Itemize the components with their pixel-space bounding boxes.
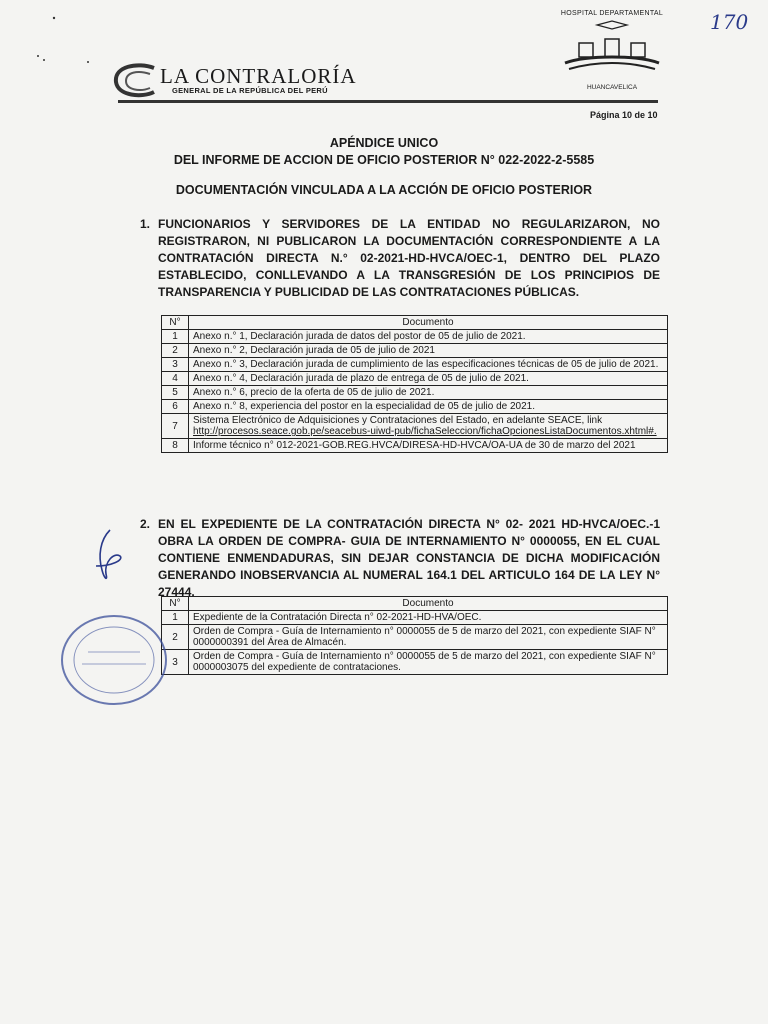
row-number: 3 [162, 358, 189, 372]
org-name: LA CONTRALORÍA [160, 64, 357, 88]
row-number: 7 [162, 414, 189, 439]
section-2-text: EN EL EXPEDIENTE DE LA CONTRATACIÓN DIRECTA N° 02- 2021 HD-HVCA/OEC.-1 OBRA LA ORDEN DE COMPRA- GUIA DE INTERNAMIENTO N° 0000055, EN EL CUAL CONTIENE ENMENDADURAS, SIN DEJAR CONSTANCIA DE DICHA MODIFICACIÓN GENERANDO INOBSERVANCIA AL NUMERAL 164.1 DEL ARTICULO 164 DE LA LEY N° 27444. [158, 517, 660, 599]
row-document: Anexo n.° 6, precio de la oferta de 05 de julio de 2021. [189, 386, 668, 400]
table-header-row [162, 316, 668, 330]
row-document: Anexo n.° 4, Declaración jurada de plazo de entrega de 05 de julio de 2021. [189, 372, 668, 386]
row-document [189, 414, 668, 439]
row-document-text: Sistema Electrónico de Adquisiciones y Contrataciones del Estado, en adelante SEACE, link [193, 415, 603, 426]
hospital-name: HOSPITAL DEPARTAMENTAL [560, 10, 664, 17]
row-document: Anexo n.° 1, Declaración jurada de datos del postor de 05 de julio de 2021. [189, 330, 668, 344]
table-row [162, 625, 668, 650]
column-header-number: N° [162, 316, 189, 330]
seace-link[interactable]: http://procesos.seace.gob.pe/seacebus-uiwd-pub/fichaSeleccion/fichaOpcionesListaDocumentos.xhtml#. [193, 426, 657, 437]
row-number: 2 [162, 625, 189, 650]
row-number: 1 [162, 611, 189, 625]
scan-marks [30, 14, 100, 64]
row-document: Expediente de la Contratación Directa n° 02-2021-HD-HVA/OEC. [189, 611, 668, 625]
official-stamp-icon [58, 612, 170, 708]
table-header-row [162, 597, 668, 611]
table-row [162, 414, 668, 439]
column-header-document: Documento [189, 597, 668, 611]
row-number: 4 [162, 372, 189, 386]
table-row [162, 439, 668, 453]
row-number: 1 [162, 330, 189, 344]
row-number: 5 [162, 386, 189, 400]
table-row [162, 372, 668, 386]
row-document: Orden de Compra - Guía de Internamiento n° 0000055 de 5 de marzo del 2021, con expediente SIAF N° 0000003075 del expediente de contrataciones. [189, 650, 668, 675]
handwritten-signature-icon [90, 526, 126, 584]
handwritten-folio-number: 170 [710, 10, 749, 34]
column-header-document: Documento [189, 316, 668, 330]
table-row [162, 400, 668, 414]
page-number: Página 10 de 10 [590, 110, 658, 120]
row-number: 3 [162, 650, 189, 675]
table-row [162, 358, 668, 372]
appendix-title: APÉNDICE UNICO [329, 136, 439, 150]
column-header-number: N° [162, 597, 189, 611]
table-row [162, 650, 668, 675]
section-1-table [161, 315, 668, 453]
row-document: Anexo n.° 2, Declaración jurada de 05 de julio de 2021 [189, 344, 668, 358]
report-title: DEL INFORME DE ACCION DE OFICIO POSTERIOR N° 022-2022-2-5585 [173, 153, 595, 167]
section-1 [140, 216, 660, 301]
section-2-table [161, 596, 668, 675]
row-document: Orden de Compra - Guía de Internamiento n° 0000055 de 5 de marzo del 2021, con expediente SIAF N° 0000000391 del Área de Almacén. [189, 625, 668, 650]
row-number: 8 [162, 439, 189, 453]
table-row [162, 344, 668, 358]
header-rule [118, 100, 658, 103]
row-number: 2 [162, 344, 189, 358]
section-2 [140, 516, 660, 601]
section-1-text: FUNCIONARIOS Y SERVIDORES DE LA ENTIDAD NO REGULARIZARON, NO REGISTRARON, NI PUBLICARON LA DOCUMENTACIÓN CORRESPONDIENTE A LA CONTRATACIÓN DIRECTA N.° 02-2021-HD-HVCA/OEC-1, DENTRO DEL PLAZO ESTABLECIDO, CONLLEVANDO A LA TRANSGRESIÓN DE LOS PRINCIPIOS DE TRANSPARENCIA Y PUBLICIDAD DE LAS CONTRATACIONES PÚBLICAS. [158, 217, 660, 299]
row-number: 6 [162, 400, 189, 414]
documentation-title: DOCUMENTACIÓN VINCULADA A LA ACCIÓN DE OFICIO POSTERIOR [175, 183, 593, 197]
hospital-city: HUANCAVELICA [586, 84, 638, 91]
hospital-emblem-icon [557, 17, 667, 77]
row-document: Informe técnico n° 012-2021-GOB.REG.HVCA/DIRESA-HD-HVCA/OA-UA de 30 de marzo del 2021 [189, 439, 668, 453]
row-document: Anexo n.° 3, Declaración jurada de cumplimiento de las especificaciones técnicas de 05 de julio de 2021. [189, 358, 668, 372]
contraloria-logo-icon [108, 62, 158, 100]
hospital-logo [552, 10, 672, 95]
table-row [162, 611, 668, 625]
table-row [162, 330, 668, 344]
row-document: Anexo n.° 8, experiencia del postor en la especialidad de 05 de julio de 2021. [189, 400, 668, 414]
section-1-number: 1. [140, 217, 151, 231]
org-subtitle: GENERAL DE LA REPÚBLICA DEL PERÚ [172, 86, 328, 95]
table-row [162, 386, 668, 400]
section-2-number: 2. [140, 517, 151, 531]
